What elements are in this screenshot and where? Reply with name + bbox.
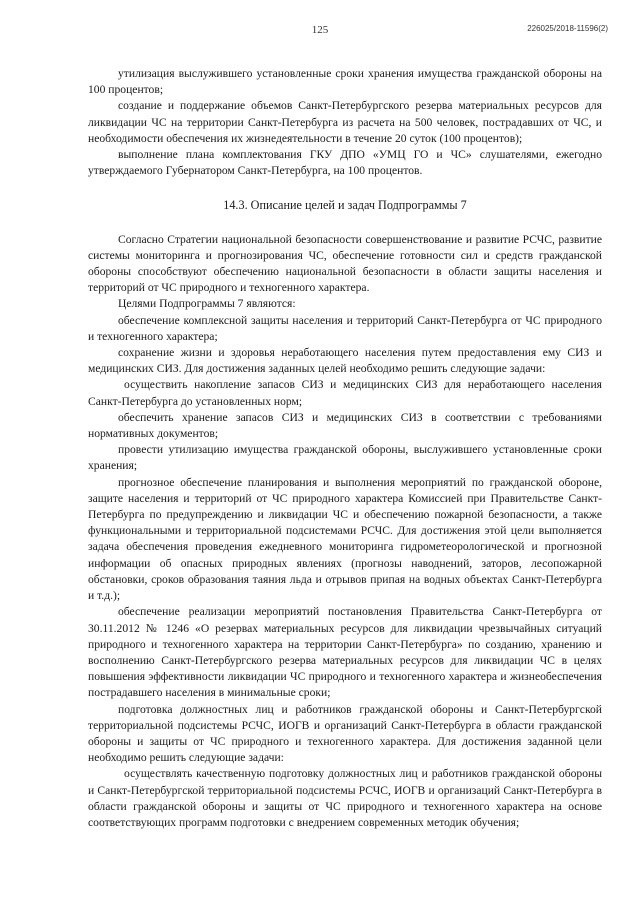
paragraph: создание и поддержание объемов Санкт-Петербургского резерва материальных ресурсов для ликвидации ЧС на территории Санкт-Петербурга из расчета на 500 человек, пострадавших от ЧС, и необходимости обеспечения их жизнедеятельности в течение 20 суток (100 процентов); xyxy=(88,99,602,145)
paragraph: прогнозное обеспечение планирования и выполнения мероприятий по гражданской обороне, защите населения и территорий от ЧС природного характера Комиссией при Правительстве Санкт-Петербурга по предупреждению и ликвидации ЧС и обеспечению пожарной безопасности, а также функциональными и территориальной подсистемами РСЧС. Для достижения этой цели выполняется задача обеспечения проведения ежедневного мониторинга гидрометеорологической и прогнозной информации об опасных природных явлениях (прогнозы наводнений, заторов, лесопожарной обстановки, сроков образования таяния льда и отрывов припая на водных объектах Санкт-Петербурга и т.д.); xyxy=(88,475,602,603)
section-heading: 14.3. Описание целей и задач Подпрограммы 7 xyxy=(223,198,467,213)
document-body xyxy=(88,66,602,831)
paragraph: осуществлять качественную подготовку должностных лиц и работников гражданской обороны и Санкт-Петербургской территориальной подсистемы РСЧС, ИОГВ и организаций Санкт-Петербурга в области гражданской обороны и защиты от ЧС природного и техногенного характера на основе соответствующих программ подготовки с внедрением современных методик обучения; xyxy=(88,767,602,829)
paragraph: осуществить накопление запасов СИЗ и медицинских СИЗ для неработающего населения Санкт-Петербурга до установленных норм; xyxy=(88,378,602,408)
paragraph: утилизация выслужившего установленные сроки хранения имущества гражданской обороны на 100 процентов; xyxy=(88,67,602,97)
paragraph: обеспечить хранение запасов СИЗ и медицинских СИЗ в соответствии с требованиями нормативных документов; xyxy=(88,410,602,441)
paragraph: Целями Подпрограммы 7 являются: xyxy=(118,297,296,311)
paragraph: провести утилизацию имущества гражданской обороны, выслужившего установленные сроки хранения; xyxy=(88,443,602,473)
paragraph: обеспечение реализации мероприятий постановления Правительства Санкт-Петербурга от 30.11.2012 № 1246 «О резервах материальных ресурсов для ликвидации чрезвычайных ситуаций природного и техногенного характера на территории Санкт-Петербурга» по созданию, хранению и восполнению Санкт-Петербургского резерва материальных ресурсов для ликвидации ЧС в целях повышения эффективности ликвидации ЧС природного и техногенного характера и жизнеобеспечения пострадавшего населения в минимальные сроки; xyxy=(88,605,602,700)
paragraph: выполнение плана комплектования ГКУ ДПО «УМЦ ГО и ЧС» слушателями, ежегодно утверждаемого Губернатором Санкт-Петербурга, на 100 процентов. xyxy=(88,148,602,178)
paragraph: подготовка должностных лиц и работников гражданской обороны и Санкт-Петербургской территориальной подсистемы РСЧС, ИОГВ и организаций Санкт-Петербурга в области гражданской обороны и защиты от ЧС природного и техногенного характера. Для достижения заданной цели необходимо решить следующие задачи: xyxy=(88,702,602,765)
paragraph: сохранение жизни и здоровья неработающего населения путем предоставления ему СИЗ и медицинских СИЗ. Для достижения заданных целей необходимо решить следующие задачи: xyxy=(88,346,602,376)
paragraph: обеспечение комплексной защиты населения и территорий Санкт-Петербурга от ЧС природного и техногенного характера; xyxy=(88,313,602,343)
paragraph: Согласно Стратегии национальной безопасности совершенствование и развитие РСЧС, развитие системы мониторинга и прогнозирования ЧС, обеспечение готовности сил и средств гражданской обороны способствуют обеспечению национальной безопасности в области защиты населения и территорий от ЧС природного и техногенного характера. xyxy=(88,232,602,295)
document-id: 226025/2018-11596(2) xyxy=(527,24,608,33)
page-number: 125 xyxy=(311,24,329,36)
